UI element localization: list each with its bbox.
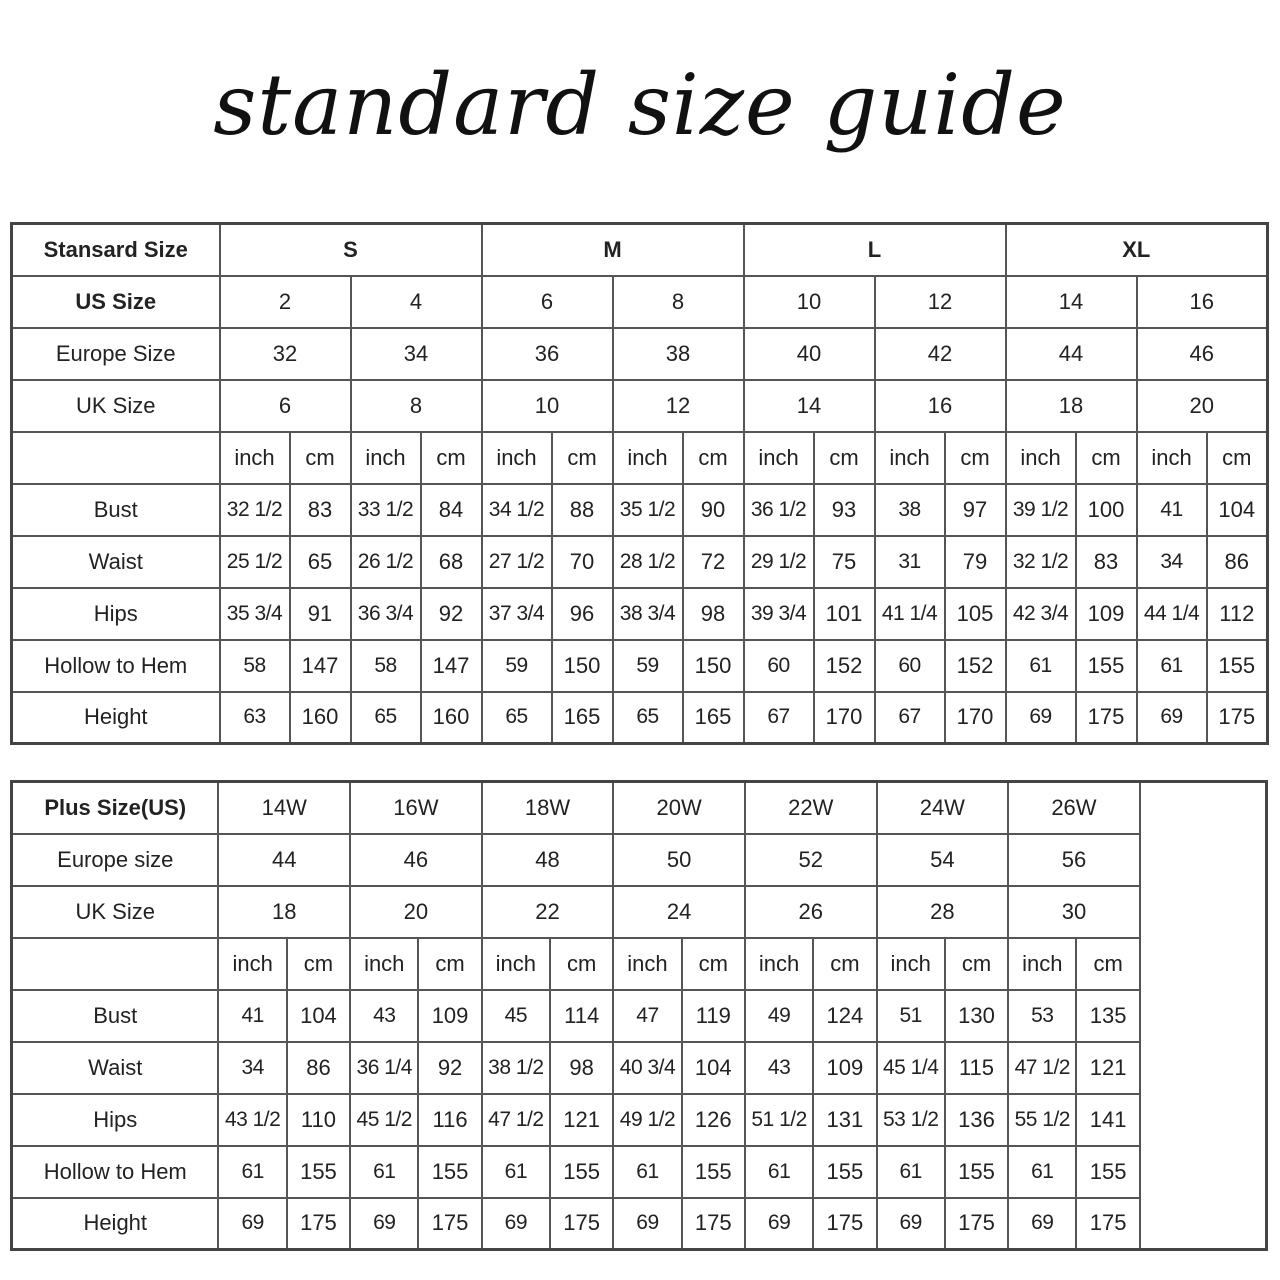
measure-cm: 124 — [813, 990, 876, 1042]
empty-cell — [1140, 938, 1267, 990]
unit-inch: inch — [613, 938, 681, 990]
measure-inch: 69 — [1137, 692, 1207, 744]
uk-size-value: 12 — [613, 380, 744, 432]
unit-inch: inch — [744, 432, 814, 484]
measure-inch: 33 1/2 — [351, 484, 421, 536]
size-group-m: M — [482, 224, 744, 276]
us-size-value: 10 — [744, 276, 875, 328]
plus-europe-size-value: 48 — [482, 834, 614, 886]
europe-size-value: 42 — [875, 328, 1006, 380]
measure-cm: 83 — [290, 484, 351, 536]
measure-inch: 41 — [218, 990, 286, 1042]
measure-inch: 69 — [350, 1198, 418, 1250]
measure-label: Bust — [12, 990, 219, 1042]
measure-cm: 136 — [945, 1094, 1008, 1146]
europe-size-value: 44 — [1006, 328, 1137, 380]
measure-inch: 61 — [1008, 1146, 1076, 1198]
measure-inch: 44 1/4 — [1137, 588, 1207, 640]
measure-cm: 131 — [813, 1094, 876, 1146]
unit-cm: cm — [945, 938, 1008, 990]
us-size-value: 6 — [482, 276, 613, 328]
measure-cm: 109 — [1076, 588, 1137, 640]
measure-cm: 130 — [945, 990, 1008, 1042]
uk-size-label: UK Size — [12, 380, 220, 432]
measure-row — [12, 484, 1268, 536]
measure-inch: 26 1/2 — [351, 536, 421, 588]
measure-inch: 31 — [875, 536, 945, 588]
plus-uk-size-value: 22 — [482, 886, 614, 938]
measure-inch: 34 — [218, 1042, 286, 1094]
measure-label: Hollow to Hem — [12, 1146, 219, 1198]
measure-inch: 69 — [1008, 1198, 1076, 1250]
unit-inch: inch — [1137, 432, 1207, 484]
measure-inch: 25 1/2 — [220, 536, 290, 588]
europe-size-value: 34 — [351, 328, 482, 380]
plus-measure-row — [12, 990, 1267, 1042]
uk-size-value: 10 — [482, 380, 613, 432]
measure-inch: 43 — [350, 990, 418, 1042]
measure-inch: 51 1/2 — [745, 1094, 813, 1146]
standard-size-table — [10, 222, 1269, 745]
measure-inch: 59 — [613, 640, 683, 692]
measure-cm: 165 — [552, 692, 613, 744]
measure-row — [12, 588, 1268, 640]
measure-inch: 45 1/2 — [350, 1094, 418, 1146]
unit-cm: cm — [552, 432, 613, 484]
measure-cm: 104 — [1207, 484, 1268, 536]
measure-row — [12, 536, 1268, 588]
measure-inch: 49 1/2 — [613, 1094, 681, 1146]
unit-cm: cm — [682, 938, 745, 990]
empty-cell — [1140, 1146, 1267, 1198]
measure-inch: 69 — [613, 1198, 681, 1250]
measure-cm: 155 — [287, 1146, 350, 1198]
empty-cell — [1140, 834, 1267, 886]
plus-us-value: 20W — [613, 782, 745, 834]
measure-inch: 36 1/2 — [744, 484, 814, 536]
measure-cm: 155 — [550, 1146, 613, 1198]
empty-cell — [1140, 1042, 1267, 1094]
measure-inch: 69 — [1006, 692, 1076, 744]
plus-uk-size-value: 26 — [745, 886, 877, 938]
measure-cm: 83 — [1076, 536, 1137, 588]
uk-size-value: 16 — [875, 380, 1006, 432]
europe-size-value: 36 — [482, 328, 613, 380]
measure-label: Waist — [12, 1042, 219, 1094]
unit-cm: cm — [1076, 432, 1137, 484]
measure-cm: 72 — [683, 536, 744, 588]
unit-inch: inch — [482, 432, 552, 484]
us-size-value: 8 — [613, 276, 744, 328]
measure-label: Height — [12, 1198, 219, 1250]
plus-europe-size-label: Europe size — [12, 834, 219, 886]
measure-cm: 110 — [287, 1094, 350, 1146]
plus-size-label: Plus Size(US) — [12, 782, 219, 834]
page-title: standard size guide — [213, 56, 1067, 154]
measure-cm: 68 — [421, 536, 482, 588]
measure-cm: 121 — [550, 1094, 613, 1146]
plus-uk-size-row — [12, 886, 1267, 938]
unit-inch: inch — [350, 938, 418, 990]
plus-uk-size-value: 20 — [350, 886, 482, 938]
measure-inch: 69 — [482, 1198, 550, 1250]
europe-size-value: 32 — [220, 328, 351, 380]
unit-row — [12, 432, 1268, 484]
measure-cm: 152 — [814, 640, 875, 692]
plus-uk-size-label: UK Size — [12, 886, 219, 938]
measure-cm: 119 — [682, 990, 745, 1042]
empty-cell — [1140, 990, 1267, 1042]
measure-cm: 65 — [290, 536, 351, 588]
unit-inch: inch — [613, 432, 683, 484]
plus-us-row — [12, 782, 1267, 834]
measure-inch: 58 — [220, 640, 290, 692]
measure-cm: 96 — [552, 588, 613, 640]
measure-cm: 91 — [290, 588, 351, 640]
measure-inch: 53 1/2 — [877, 1094, 945, 1146]
measure-cm: 175 — [1076, 692, 1137, 744]
measure-cm: 112 — [1207, 588, 1268, 640]
uk-size-value: 14 — [744, 380, 875, 432]
measure-inch: 39 1/2 — [1006, 484, 1076, 536]
measure-cm: 79 — [945, 536, 1006, 588]
measure-label: Hollow to Hem — [12, 640, 220, 692]
measure-inch: 65 — [351, 692, 421, 744]
us-size-label: US Size — [12, 276, 220, 328]
measure-cm: 105 — [945, 588, 1006, 640]
measure-cm: 175 — [418, 1198, 481, 1250]
europe-size-value: 38 — [613, 328, 744, 380]
plus-uk-size-value: 24 — [613, 886, 745, 938]
measure-cm: 92 — [418, 1042, 481, 1094]
measure-inch: 41 1/4 — [875, 588, 945, 640]
measure-cm: 115 — [945, 1042, 1008, 1094]
plus-measure-row — [12, 1042, 1267, 1094]
measure-cm: 104 — [287, 990, 350, 1042]
measure-inch: 61 — [613, 1146, 681, 1198]
unit-cm: cm — [550, 938, 613, 990]
measure-cm: 170 — [814, 692, 875, 744]
empty-cell — [1140, 1094, 1267, 1146]
measure-row — [12, 692, 1268, 744]
us-size-value: 4 — [351, 276, 482, 328]
unit-cm: cm — [683, 432, 744, 484]
measure-inch: 65 — [482, 692, 552, 744]
measure-cm: 109 — [418, 990, 481, 1042]
unit-cm: cm — [1076, 938, 1139, 990]
measure-cm: 98 — [550, 1042, 613, 1094]
plus-uk-size-value: 18 — [218, 886, 350, 938]
measure-label: Waist — [12, 536, 220, 588]
measure-cm: 86 — [287, 1042, 350, 1094]
measure-inch: 34 — [1137, 536, 1207, 588]
measure-cm: 175 — [550, 1198, 613, 1250]
unit-cm: cm — [945, 432, 1006, 484]
uk-size-value: 20 — [1137, 380, 1268, 432]
plus-measure-row — [12, 1198, 1267, 1250]
measure-inch: 63 — [220, 692, 290, 744]
measure-inch: 47 1/2 — [1008, 1042, 1076, 1094]
us-size-value: 12 — [875, 276, 1006, 328]
measure-cm: 97 — [945, 484, 1006, 536]
measure-cm: 92 — [421, 588, 482, 640]
measure-cm: 75 — [814, 536, 875, 588]
measure-inch: 43 — [745, 1042, 813, 1094]
plus-unit-row — [12, 938, 1267, 990]
measure-cm: 121 — [1076, 1042, 1139, 1094]
measure-cm: 147 — [421, 640, 482, 692]
unit-inch: inch — [1006, 432, 1076, 484]
size-group-row — [12, 224, 1268, 276]
measure-inch: 42 3/4 — [1006, 588, 1076, 640]
measure-inch: 32 1/2 — [1006, 536, 1076, 588]
measure-inch: 61 — [218, 1146, 286, 1198]
plus-us-value: 16W — [350, 782, 482, 834]
us-size-value: 2 — [220, 276, 351, 328]
measure-inch: 41 — [1137, 484, 1207, 536]
unit-cm: cm — [421, 432, 482, 484]
plus-europe-size-value: 46 — [350, 834, 482, 886]
measure-label: Hips — [12, 1094, 219, 1146]
measure-inch: 36 3/4 — [351, 588, 421, 640]
unit-cm: cm — [814, 432, 875, 484]
measure-inch: 38 — [875, 484, 945, 536]
measure-inch: 58 — [351, 640, 421, 692]
unit-inch: inch — [877, 938, 945, 990]
plus-europe-size-value: 56 — [1008, 834, 1140, 886]
measure-inch: 69 — [218, 1198, 286, 1250]
measure-inch: 45 1/4 — [877, 1042, 945, 1094]
plus-us-value: 18W — [482, 782, 614, 834]
unit-cm: cm — [418, 938, 481, 990]
plus-unit-row-label — [12, 938, 219, 990]
measure-inch: 32 1/2 — [220, 484, 290, 536]
plus-size-table — [10, 780, 1268, 1251]
measure-inch: 60 — [744, 640, 814, 692]
unit-inch: inch — [220, 432, 290, 484]
measure-inch: 29 1/2 — [744, 536, 814, 588]
uk-size-value: 8 — [351, 380, 482, 432]
measure-cm: 114 — [550, 990, 613, 1042]
europe-size-row — [12, 328, 1268, 380]
us-size-value: 14 — [1006, 276, 1137, 328]
us-size-value: 16 — [1137, 276, 1268, 328]
measure-inch: 60 — [875, 640, 945, 692]
measure-cm: 160 — [421, 692, 482, 744]
measure-cm: 175 — [813, 1198, 876, 1250]
plus-europe-size-value: 54 — [877, 834, 1009, 886]
measure-cm: 98 — [683, 588, 744, 640]
size-group-xl: XL — [1006, 224, 1268, 276]
unit-row-label — [12, 432, 220, 484]
measure-cm: 175 — [287, 1198, 350, 1250]
measure-cm: 93 — [814, 484, 875, 536]
uk-size-value: 18 — [1006, 380, 1137, 432]
unit-inch: inch — [745, 938, 813, 990]
measure-cm: 155 — [813, 1146, 876, 1198]
measure-inch: 61 — [1137, 640, 1207, 692]
measure-cm: 90 — [683, 484, 744, 536]
measure-cm: 109 — [813, 1042, 876, 1094]
plus-us-value: 22W — [745, 782, 877, 834]
measure-cm: 101 — [814, 588, 875, 640]
measure-cm: 150 — [683, 640, 744, 692]
measure-cm: 155 — [1076, 640, 1137, 692]
uk-size-value: 6 — [220, 380, 351, 432]
measure-cm: 155 — [1207, 640, 1268, 692]
measure-inch: 36 1/4 — [350, 1042, 418, 1094]
measure-inch: 45 — [482, 990, 550, 1042]
uk-size-row — [12, 380, 1268, 432]
plus-uk-size-value: 30 — [1008, 886, 1140, 938]
plus-europe-size-row — [12, 834, 1267, 886]
unit-inch: inch — [351, 432, 421, 484]
measure-inch: 61 — [877, 1146, 945, 1198]
measure-inch: 38 3/4 — [613, 588, 683, 640]
measure-inch: 61 — [1006, 640, 1076, 692]
measure-label: Bust — [12, 484, 220, 536]
measure-inch: 34 1/2 — [482, 484, 552, 536]
measure-cm: 135 — [1076, 990, 1139, 1042]
measure-inch: 61 — [350, 1146, 418, 1198]
unit-cm: cm — [290, 432, 351, 484]
measure-inch: 51 — [877, 990, 945, 1042]
measure-cm: 175 — [682, 1198, 745, 1250]
unit-cm: cm — [1207, 432, 1268, 484]
size-group-l: L — [744, 224, 1006, 276]
size-group-s: S — [220, 224, 482, 276]
measure-inch: 47 1/2 — [482, 1094, 550, 1146]
europe-size-value: 46 — [1137, 328, 1268, 380]
measure-cm: 160 — [290, 692, 351, 744]
measure-inch: 38 1/2 — [482, 1042, 550, 1094]
us-size-row — [12, 276, 1268, 328]
measure-inch: 27 1/2 — [482, 536, 552, 588]
measure-inch: 47 — [613, 990, 681, 1042]
unit-cm: cm — [287, 938, 350, 990]
measure-row — [12, 640, 1268, 692]
measure-cm: 126 — [682, 1094, 745, 1146]
unit-inch: inch — [875, 432, 945, 484]
measure-cm: 88 — [552, 484, 613, 536]
measure-cm: 70 — [552, 536, 613, 588]
unit-inch: inch — [218, 938, 286, 990]
unit-inch: inch — [482, 938, 550, 990]
plus-europe-size-value: 50 — [613, 834, 745, 886]
measure-inch: 55 1/2 — [1008, 1094, 1076, 1146]
measure-inch: 65 — [613, 692, 683, 744]
measure-label: Height — [12, 692, 220, 744]
measure-inch: 43 1/2 — [218, 1094, 286, 1146]
measure-inch: 35 3/4 — [220, 588, 290, 640]
plus-us-value: 14W — [218, 782, 350, 834]
measure-label: Hips — [12, 588, 220, 640]
measure-cm: 147 — [290, 640, 351, 692]
standard-size-label: Stansard Size — [12, 224, 220, 276]
measure-cm: 155 — [682, 1146, 745, 1198]
measure-cm: 152 — [945, 640, 1006, 692]
plus-us-value: 26W — [1008, 782, 1140, 834]
measure-cm: 175 — [1076, 1198, 1139, 1250]
measure-cm: 155 — [418, 1146, 481, 1198]
measure-cm: 175 — [1207, 692, 1268, 744]
measure-cm: 116 — [418, 1094, 481, 1146]
unit-cm: cm — [813, 938, 876, 990]
measure-inch: 39 3/4 — [744, 588, 814, 640]
unit-inch: inch — [1008, 938, 1076, 990]
measure-inch: 37 3/4 — [482, 588, 552, 640]
empty-cell — [1140, 782, 1267, 834]
plus-us-value: 24W — [877, 782, 1009, 834]
measure-inch: 67 — [875, 692, 945, 744]
measure-inch: 40 3/4 — [613, 1042, 681, 1094]
plus-europe-size-value: 52 — [745, 834, 877, 886]
measure-cm: 104 — [682, 1042, 745, 1094]
measure-inch: 67 — [744, 692, 814, 744]
empty-cell — [1140, 886, 1267, 938]
measure-inch: 53 — [1008, 990, 1076, 1042]
measure-cm: 155 — [945, 1146, 1008, 1198]
europe-size-label: Europe Size — [12, 328, 220, 380]
measure-cm: 165 — [683, 692, 744, 744]
measure-cm: 86 — [1207, 536, 1268, 588]
europe-size-value: 40 — [744, 328, 875, 380]
measure-inch: 49 — [745, 990, 813, 1042]
measure-cm: 141 — [1076, 1094, 1139, 1146]
empty-cell — [1140, 1198, 1267, 1250]
measure-inch: 69 — [877, 1198, 945, 1250]
measure-cm: 155 — [1076, 1146, 1139, 1198]
measure-inch: 69 — [745, 1198, 813, 1250]
measure-cm: 175 — [945, 1198, 1008, 1250]
measure-inch: 61 — [745, 1146, 813, 1198]
measure-cm: 170 — [945, 692, 1006, 744]
measure-inch: 35 1/2 — [613, 484, 683, 536]
plus-measure-row — [12, 1094, 1267, 1146]
plus-uk-size-value: 28 — [877, 886, 1009, 938]
measure-inch: 59 — [482, 640, 552, 692]
measure-cm: 150 — [552, 640, 613, 692]
measure-cm: 84 — [421, 484, 482, 536]
measure-inch: 61 — [482, 1146, 550, 1198]
plus-measure-row — [12, 1146, 1267, 1198]
measure-inch: 28 1/2 — [613, 536, 683, 588]
measure-cm: 100 — [1076, 484, 1137, 536]
plus-europe-size-value: 44 — [218, 834, 350, 886]
